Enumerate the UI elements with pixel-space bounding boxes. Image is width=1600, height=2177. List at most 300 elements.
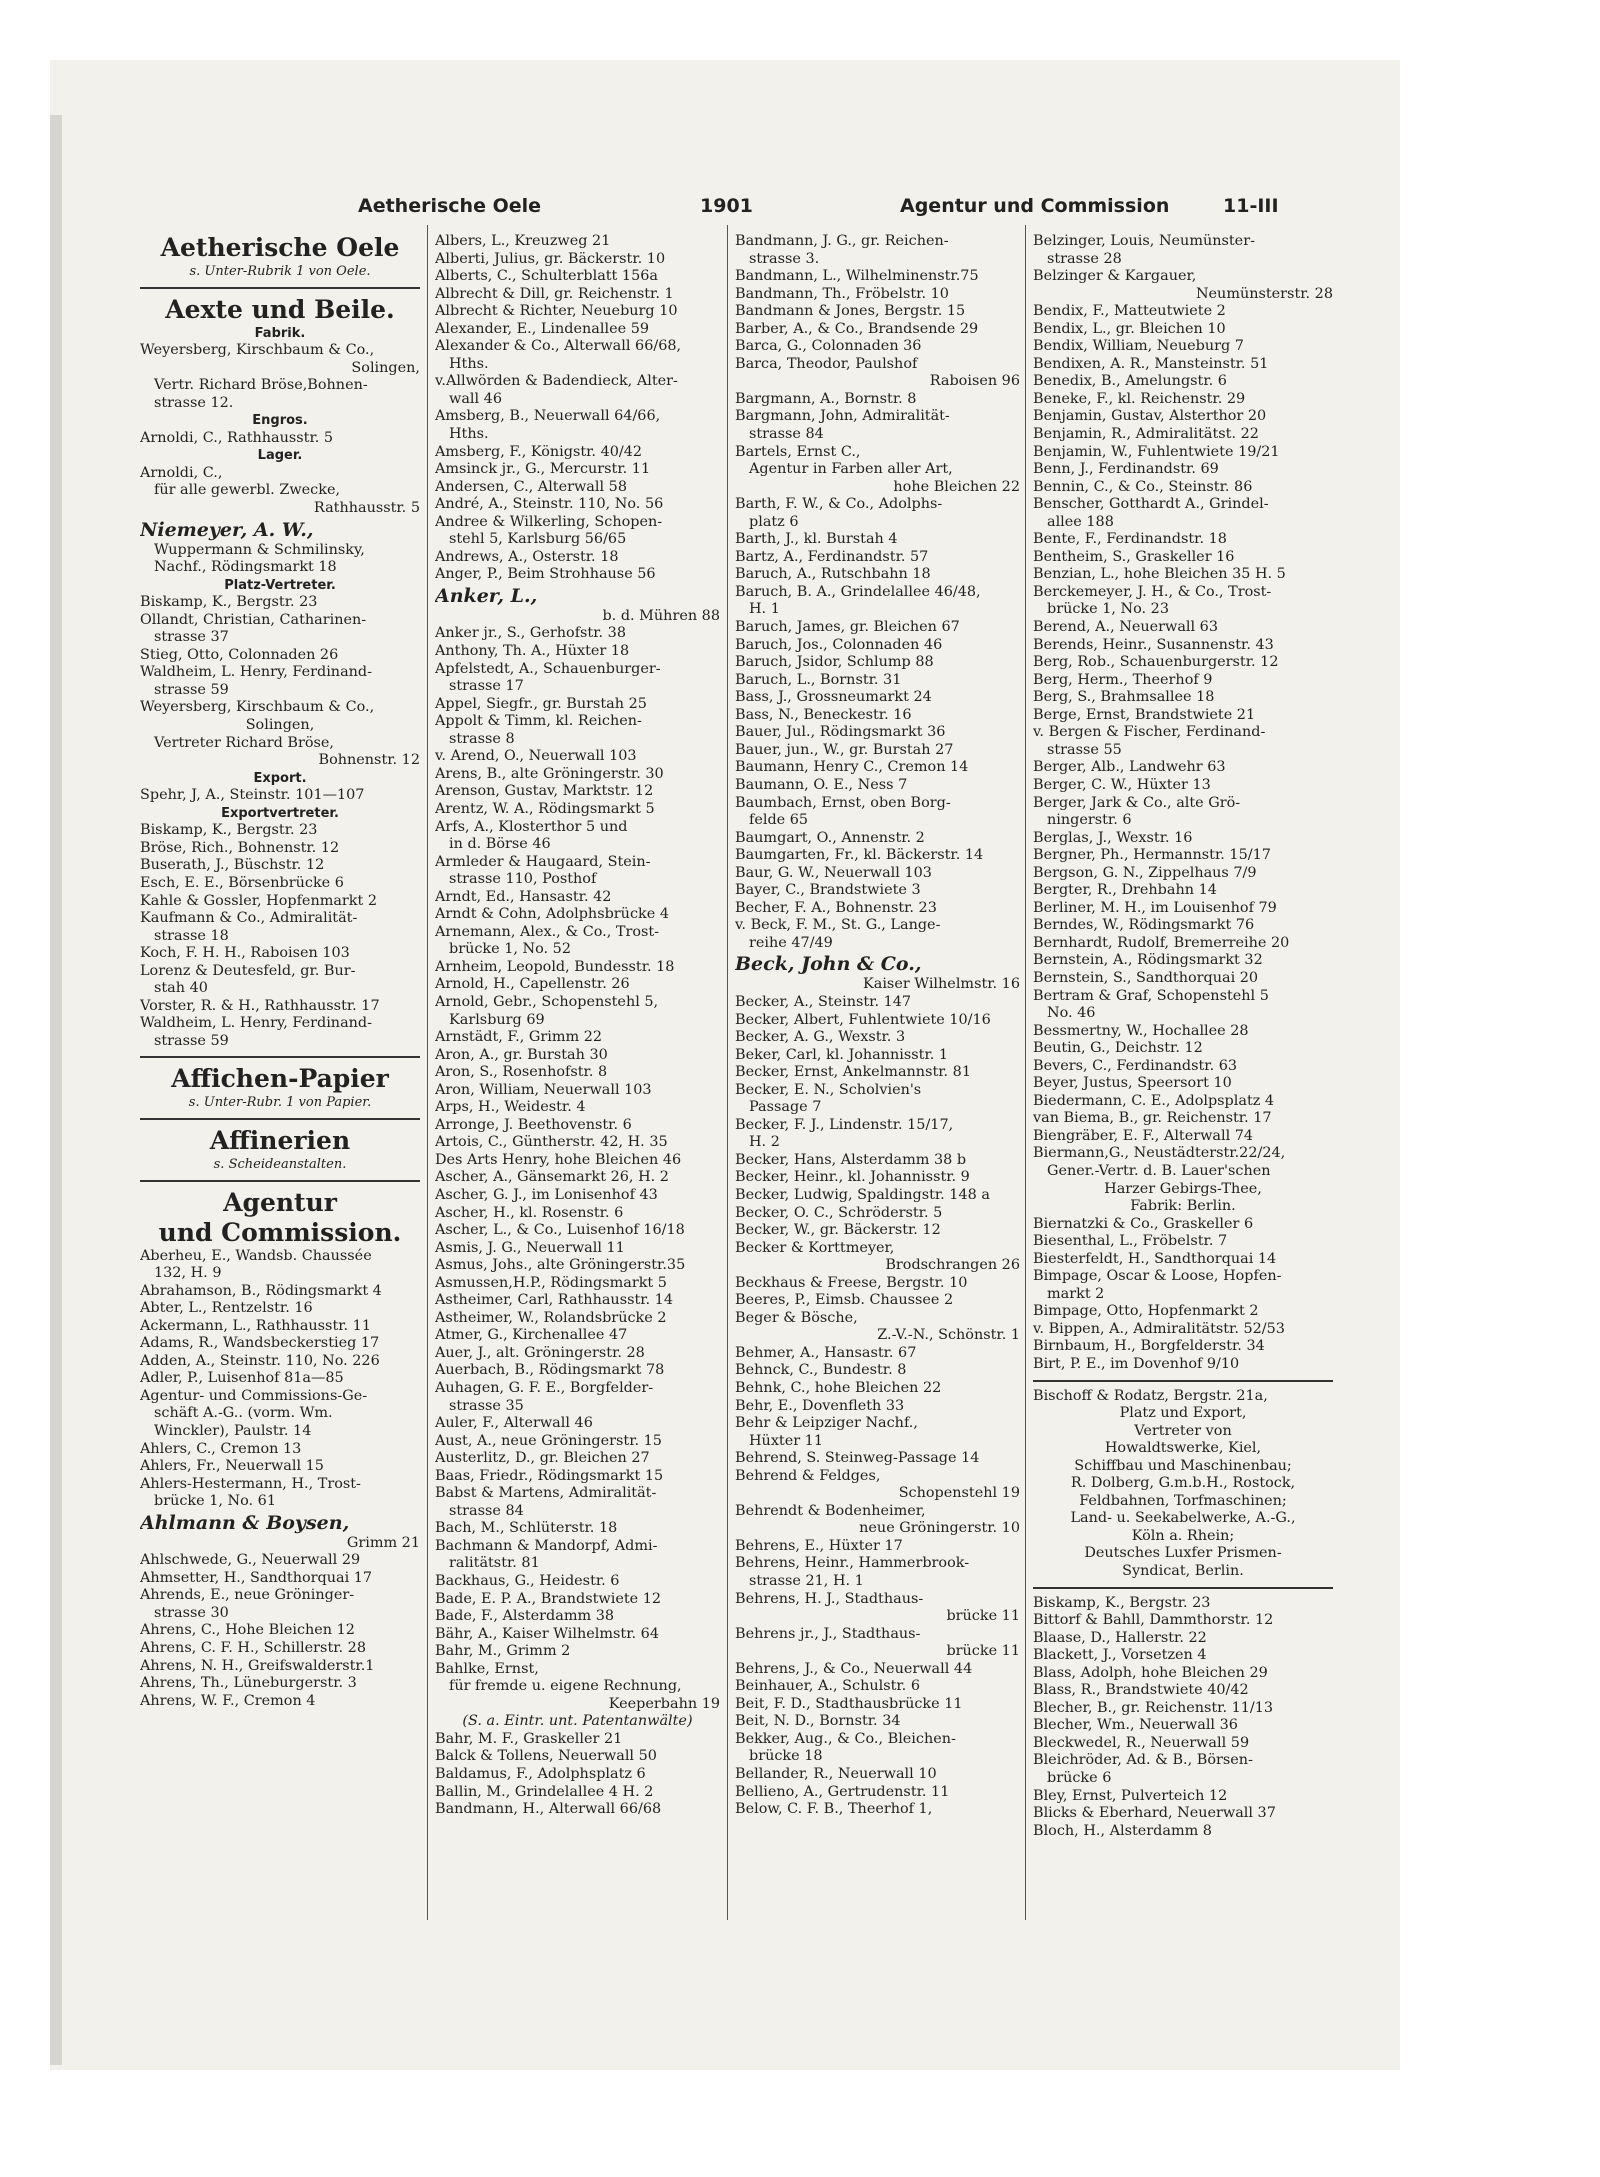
directory-entry: Artois, C., Güntherstr. 42, H. 35 [435, 1134, 668, 1151]
directory-entry: Aron, A., gr. Burstah 30 [435, 1046, 608, 1063]
entry-continuation: Land- u. Seekabelwerke, A.-G., [1070, 1510, 1296, 1527]
directory-entry: Arnold, Gebr., Schopenstehl 5, [435, 993, 659, 1010]
entry-continuation: Deutsches Luxfer Prismen- [1084, 1545, 1282, 1562]
entry-continuation: strasse 110, Posthof [449, 871, 597, 888]
directory-entry: Ascher, L., & Co., Luisenhof 16/18 [435, 1222, 685, 1239]
directory-entry: Berends, Heinr., Susannenstr. 43 [1033, 636, 1274, 653]
directory-entry: Bartz, A., Ferdinandstr. 57 [735, 548, 929, 565]
entry-continuation: strasse 28 [1047, 250, 1122, 267]
entry-continuation: H. 2 [749, 1134, 780, 1151]
directory-entry: Arndt & Cohn, Adolphsbrücke 4 [435, 906, 669, 923]
directory-entry: Birnbaum, H., Borgfelderstr. 34 [1033, 1338, 1265, 1355]
section-rule [140, 287, 420, 289]
directory-entry: Arfs, A., Klosterthor 5 und [435, 818, 628, 835]
directory-entry: Blackett, J., Vorsetzen 4 [1033, 1647, 1207, 1664]
directory-entry: Backhaus, G., Heidestr. 6 [435, 1573, 620, 1590]
entry-continuation: Wuppermann & Schmilinsky, [154, 541, 365, 558]
entry-continuation: Hths. [449, 426, 489, 443]
directory-entry: Becker, F. J., Lindenstr. 15/17, [735, 1116, 954, 1133]
directory-entry: Bley, Ernst, Pulverteich 12 [1033, 1787, 1228, 1804]
directory-entry: Baumgarten, Fr., kl. Bäckerstr. 14 [735, 847, 984, 864]
directory-entry: Babst & Martens, Admiralität- [435, 1485, 657, 1502]
directory-entry: Berglas, J., Wexstr. 16 [1033, 829, 1193, 846]
directory-entry: Becker, O. C., Schröderstr. 5 [735, 1204, 943, 1221]
entry-continuation: Karlsburg 69 [449, 1011, 545, 1028]
entry-continuation: markt 2 [1047, 1285, 1105, 1302]
directory-entry: Blicks & Eberhard, Neuerwall 37 [1033, 1805, 1276, 1822]
directory-entry: v.Allwörden & Badendieck, Alter- [435, 373, 678, 390]
directory-entry: Blecher, B., gr. Reichenstr. 11/13 [1033, 1699, 1274, 1716]
directory-entry: Bröse, Rich., Bohnenstr. 12 [140, 839, 340, 856]
directory-entry: Biesenthal, L., Fröbelstr. 7 [1033, 1233, 1228, 1250]
entry-continuation: Feldbahnen, Torfmaschinen; [1079, 1492, 1287, 1509]
directory-entry: Lorenz & Deutesfeld, gr. Bur- [140, 962, 356, 979]
directory-entry: Spehr, J, A., Steinstr. 101—107 [140, 787, 365, 804]
directory-entry: Auerbach, B., Rödingsmarkt 78 [435, 1362, 665, 1379]
directory-entry: Anthony, Th. A., Hüxter 18 [435, 643, 630, 660]
entry-continuation: Vertr. Richard Bröse,Bohnen- [154, 377, 368, 394]
entry-continuation: Brodschrangen 26 [885, 1257, 1020, 1274]
directory-entry: Bade, F., Alsterdamm 38 [435, 1608, 615, 1625]
cross-reference: (S. a. Eintr. unt. Patentanwälte) [462, 1713, 693, 1730]
entry-continuation: felde 65 [749, 812, 809, 829]
entry-continuation: Fabrik: Berlin. [1130, 1198, 1236, 1215]
directory-entry: Arronge, J. Beethovenstr. 6 [435, 1116, 632, 1133]
directory-entry: Bertram & Graf, Schopenstehl 5 [1033, 987, 1269, 1004]
entry-continuation: stah 40 [154, 980, 208, 997]
entry-continuation: Schiffbau und Maschinenbau; [1074, 1457, 1292, 1474]
directory-entry: Aberheu, E., Wandsb. Chaussée [140, 1247, 372, 1264]
directory-entry: Birt, P. E., im Dovenhof 9/10 [1033, 1356, 1240, 1372]
directory-entry: Behnck, C., Bundestr. 8 [735, 1362, 907, 1379]
directory-entry: Bandmann & Jones, Bergstr. 15 [735, 303, 966, 320]
directory-entry: Waldheim, L. Henry, Ferdinand- [140, 664, 372, 681]
directory-entry: Barca, G., Colonnaden 36 [735, 338, 922, 355]
entry-continuation: No. 46 [1047, 1005, 1096, 1022]
directory-entry: Bandmann, L., Wilhelminenstr.75 [735, 268, 979, 285]
directory-entry: Ahrends, E., neue Gröninger- [140, 1587, 355, 1604]
directory-entry: Blecher, Wm., Neuerwall 36 [1033, 1717, 1238, 1734]
directory-entry: Albrecht & Richter, Neueburg 10 [435, 303, 678, 320]
directory-entry: Benscher, Gotthardt A., Grindel- [1033, 496, 1269, 513]
directory-entry: Des Arts Henry, hohe Bleichen 46 [435, 1151, 682, 1168]
directory-entry: Behr, E., Dovenfleth 33 [735, 1397, 905, 1414]
directory-entry: Appel, Siegfr., gr. Burstah 25 [435, 695, 647, 712]
section-rule [140, 1180, 420, 1182]
directory-entry: Berliner, M. H., im Louisenhof 79 [1033, 899, 1277, 916]
directory-entry: Bass, J., Grossneumarkt 24 [735, 689, 932, 706]
directory-entry: Behr & Leipziger Nachf., [735, 1415, 918, 1432]
directory-entry: v. Arend, O., Neuerwall 103 [435, 748, 637, 765]
directory-entry: Auhagen, G. F. E., Borgfelder- [435, 1380, 654, 1396]
directory-entry: Adden, A., Steinstr. 110, No. 226 [140, 1352, 380, 1369]
entry-continuation: Howaldtswerke, Kiel, [1104, 1440, 1262, 1457]
directory-entry: Bevers, C., Ferdinandstr. 63 [1033, 1057, 1238, 1074]
section-heading: und Commission. [158, 1217, 402, 1247]
directory-entry: Bernstein, A., Rödingsmarkt 32 [1033, 952, 1263, 969]
directory-entry: Balck & Tollens, Neuerwall 50 [435, 1748, 657, 1765]
category-label: Engros. [252, 413, 308, 429]
directory-entry: Bellander, R., Neuerwall 10 [735, 1766, 937, 1783]
entry-continuation: strasse 37 [154, 629, 229, 646]
directory-entry: Bellieno, A., Gertrudenstr. 11 [735, 1783, 950, 1800]
directory-entry: Belzinger & Kargauer, [1033, 268, 1197, 285]
directory-entry: Bade, E. P. A., Brandstwiete 12 [435, 1590, 662, 1607]
directory-entry: Blass, R., Brandstwiete 40/42 [1033, 1682, 1249, 1699]
directory-entry: Abrahamson, B., Rödingsmarkt 4 [140, 1282, 382, 1299]
directory-entry: Berg, Herm., Theerhof 9 [1033, 671, 1213, 688]
directory-entry: Becker, A. G., Wexstr. 3 [735, 1029, 906, 1046]
directory-entry: Baumann, O. E., Ness 7 [735, 776, 908, 793]
directory-entry: Beckhaus & Freese, Bergstr. 10 [735, 1274, 968, 1291]
entry-continuation: Köln a. Rhein; [1131, 1527, 1235, 1544]
directory-entry: Behrendt & Bodenheimer, [735, 1502, 926, 1519]
directory-entry: André, A., Steinstr. 110, No. 56 [435, 496, 664, 513]
entry-continuation: strasse 12. [154, 394, 234, 411]
entry-continuation: schäft A.-G.. (vorm. Wm. [154, 1405, 333, 1422]
directory-entry: Weyersberg, Kirschbaum & Co., [140, 699, 375, 716]
directory-entry: Alberti, Julius, gr. Bäckerstr. 10 [435, 250, 666, 267]
entry-continuation: strasse 8 [449, 730, 515, 747]
directory-entry: Berg, Rob., Schauenburgerstr. 12 [1033, 654, 1279, 671]
directory-entry: Beker, Carl, kl. Johannisstr. 1 [735, 1046, 949, 1063]
directory-entry: Bandmann, Th., Fröbelstr. 10 [735, 285, 949, 302]
directory-entry: Bahr, M. F., Graskeller 21 [435, 1730, 623, 1747]
directory-entry: Bischoff & Rodatz, Bergstr. 21a, [1033, 1387, 1268, 1404]
directory-entry: Ahrens, C., Hohe Bleichen 12 [140, 1622, 355, 1639]
directory-entry: Beutin, G., Deichstr. 12 [1033, 1040, 1203, 1057]
directory-entry: Alexander & Co., Alterwall 66/68, [435, 338, 682, 355]
directory-entry: Bittorf & Bahll, Dammthorstr. 12 [1033, 1612, 1274, 1629]
entry-continuation: wall 46 [449, 390, 502, 407]
column-3 [735, 233, 1020, 1819]
book-spine [50, 115, 62, 2065]
directory-entry: Beit, N. D., Bornstr. 34 [735, 1713, 901, 1730]
directory-entry: Auler, F., Alterwall 46 [435, 1415, 593, 1432]
directory-entry: Berge, Ernst, Brandstwiete 21 [1033, 706, 1256, 723]
directory-entry: Vorster, R. & H., Rathhausstr. 17 [140, 997, 380, 1014]
header-year: 1901 [700, 195, 753, 217]
directory-entry: Bargmann, A., Bornstr. 8 [735, 390, 917, 407]
directory-entry: Beit, F. D., Stadthausbrücke 11 [735, 1695, 963, 1712]
directory-entry: Andrews, A., Osterstr. 18 [435, 548, 619, 565]
cross-reference: s. Scheideanstalten. [213, 1156, 347, 1172]
entry-continuation: Keeperbahn 19 [608, 1695, 720, 1712]
category-label: Export. [253, 770, 307, 786]
directory-entry: Waldheim, L. Henry, Ferdinand- [140, 1015, 372, 1032]
entry-continuation: strasse 84 [449, 1502, 524, 1519]
cross-reference: s. Unter-Rubrik 1 von Oele. [189, 264, 371, 279]
section-rule [140, 1118, 420, 1120]
directory-entry: Alberts, C., Schulterblatt 156a [435, 268, 658, 285]
directory-entry: Blaase, D., Hallerstr. 22 [1033, 1629, 1207, 1646]
directory-entry: Behrens, Heinr., Hammerbrook- [735, 1555, 970, 1572]
directory-entry: Bente, F., Ferdinandstr. 18 [1033, 531, 1227, 548]
directory-entry: Bimpage, Otto, Hopfenmarkt 2 [1033, 1303, 1259, 1320]
column-divider [1025, 225, 1026, 1920]
directory-entry: Bessmertny, W., Hochallee 28 [1033, 1022, 1249, 1039]
directory-entry: Ahrens, W. F., Cremon 4 [140, 1692, 316, 1709]
directory-entry: van Biema, B., gr. Reichenstr. 17 [1033, 1110, 1272, 1127]
directory-entry: Astheimer, W., Rolandsbrücke 2 [435, 1309, 667, 1326]
directory-entry: Asmus, Johs., alte Gröningerstr.35 [435, 1257, 686, 1274]
directory-entry: Arnoldi, C., [140, 464, 223, 481]
entry-continuation: brücke 1, No. 61 [154, 1493, 276, 1510]
directory-entry: Bass, N., Beneckestr. 16 [735, 706, 912, 723]
directory-entry: Arnheim, Leopold, Bundesstr. 18 [435, 958, 675, 975]
directory-entry: Ollandt, Christian, Catharinen- [140, 611, 367, 628]
directory-entry: Esch, E. E., Börsenbrücke 6 [140, 874, 344, 891]
directory-entry: Becker, Hans, Alsterdamm 38 b [735, 1151, 967, 1168]
directory-entry: Biskamp, K., Bergstr. 23 [140, 822, 318, 839]
directory-entry: Albers, L., Kreuzweg 21 [435, 233, 611, 249]
section-heading: Aexte und Beile. [165, 294, 395, 324]
directory-entry: Koch, F. H. H., Raboisen 103 [140, 945, 350, 962]
directory-entry: Becker, Ernst, Ankelmannstr. 81 [735, 1064, 971, 1081]
directory-entry: Barca, Theodor, Paulshof [735, 355, 918, 372]
directory-entry: Biermann,G., Neustädterstr.22/24, [1033, 1145, 1286, 1162]
directory-entry: Barth, F. W., & Co., Adolphs- [735, 496, 943, 513]
directory-entry: Stieg, Otto, Colonnaden 26 [140, 646, 339, 663]
directory-entry: Baruch, Jsidor, Schlump 88 [735, 654, 934, 671]
directory-entry: Bendixen, A. R., Mansteinstr. 51 [1033, 355, 1269, 372]
directory-entry: Bekker, Aug., & Co., Bleichen- [735, 1730, 956, 1747]
entry-continuation: Passage 7 [749, 1099, 822, 1116]
directory-entry: Buserath, J., Büschstr. 12 [140, 857, 325, 874]
directory-entry: Ahlschwede, G., Neuerwall 29 [140, 1552, 361, 1569]
directory-entry: Abter, L., Rentzelstr. 16 [140, 1300, 313, 1317]
section-heading: Agentur [223, 1187, 337, 1217]
directory-entry: Austerlitz, D., gr. Bleichen 27 [435, 1450, 650, 1467]
category-label: Platz-Vertreter. [224, 577, 336, 593]
section-rule [140, 1056, 420, 1058]
entry-continuation: allee 188 [1047, 513, 1114, 530]
entry-continuation: strasse 84 [749, 426, 824, 443]
section-rule [1033, 1587, 1333, 1589]
directory-entry: Anker jr., S., Gerhofstr. 38 [435, 625, 626, 642]
directory-entry: Berend, A., Neuerwall 63 [1033, 619, 1218, 636]
entry-continuation: brücke 6 [1047, 1770, 1112, 1787]
directory-entry: Below, C. F. B., Theerhof 1, [735, 1801, 933, 1818]
directory-entry: Alexander, E., Lindenallee 59 [435, 320, 650, 337]
directory-entry: Kahle & Gossler, Hopfenmarkt 2 [140, 892, 378, 909]
directory-entry: Ahlers-Hestermann, H., Trost- [140, 1475, 361, 1492]
column-1 [140, 233, 420, 1710]
entry-continuation: Kaiser Wilhelmstr. 16 [863, 976, 1020, 993]
directory-entry: Asmis, J. G., Neuerwall 11 [435, 1239, 625, 1256]
entry-continuation: strasse 30 [154, 1604, 229, 1621]
directory-entry: Behrens jr., J., Stadthaus- [735, 1625, 921, 1642]
directory-entry: Andree & Wilkerling, Schopen- [435, 513, 663, 530]
directory-entry: Arenson, Gustav, Marktstr. 12 [435, 783, 654, 800]
cross-reference: s. Unter-Rubr. 1 von Papier. [188, 1095, 372, 1111]
column-2 [435, 233, 720, 1819]
directory-entry: Bahr, M., Grimm 2 [435, 1643, 571, 1660]
directory-entry: Blass, Adolph, hohe Bleichen 29 [1033, 1664, 1268, 1681]
directory-entry: Ascher, G. J., im Lonisenhof 43 [435, 1186, 658, 1203]
entry-continuation: ralitätstr. 81 [449, 1555, 540, 1572]
directory-entry: Astheimer, Carl, Rathhausstr. 14 [435, 1292, 673, 1309]
entry-continuation: Syndicat, Berlin. [1122, 1563, 1244, 1580]
directory-entry: Ahrens, C. F. H., Schillerstr. 28 [140, 1640, 366, 1656]
header-left: Aetherische Oele [358, 195, 542, 217]
directory-entry: Benn, J., Ferdinandstr. 69 [1033, 461, 1219, 478]
directory-entry: Bloch, H., Alsterdamm 8 [1033, 1822, 1212, 1839]
directory-entry: Ascher, A., Gänsemarkt 26, H. 2 [435, 1169, 669, 1186]
directory-entry: Baruch, Jos., Colonnaden 46 [735, 636, 943, 653]
running-header [140, 195, 1340, 221]
directory-entry: Barth, J., kl. Burstah 4 [735, 531, 898, 548]
directory-entry: Behnk, C., hohe Bleichen 22 [735, 1380, 942, 1396]
directory-entry: Auer, J., alt. Gröningerstr. 28 [435, 1344, 645, 1361]
directory-entry: Behrend, S. Steinweg-Passage 14 [735, 1450, 980, 1467]
directory-entry: Appolt & Timm, kl. Reichen- [435, 713, 642, 730]
entry-continuation: strasse 55 [1047, 741, 1122, 758]
directory-entry: Benzian, L., hohe Bleichen 35 H. 5 [1033, 566, 1286, 583]
entry-continuation: R. Dolberg, G.m.b.H., Rostock, [1070, 1475, 1296, 1492]
directory-entry: Adams, R., Wandsbeckerstieg 17 [140, 1335, 380, 1352]
entry-continuation: in d. Börse 46 [449, 836, 551, 853]
directory-entry: Beeres, P., Eimsb. Chaussee 2 [735, 1292, 954, 1309]
directory-entry: Bleichröder, Ad. & B., Börsen- [1033, 1752, 1253, 1769]
directory-entry: Baas, Friedr., Rödingsmarkt 15 [435, 1467, 664, 1484]
featured-entry: Anker, L., [435, 584, 538, 607]
directory-entry: Bleckwedel, R., Neuerwall 59 [1033, 1734, 1250, 1751]
entry-continuation: b. d. Mühren 88 [602, 607, 720, 624]
directory-entry: Becker, Albert, Fuhlentwiete 10/16 [735, 1011, 991, 1028]
directory-entry: Bauer, jun., W., gr. Burstah 27 [735, 741, 954, 758]
directory-entry: Andersen, C., Alterwall 58 [435, 478, 627, 495]
directory-entry: Behmer, A., Hansastr. 67 [735, 1344, 917, 1361]
directory-entry: v. Bippen, A., Admiralitätstr. 52/53 [1033, 1320, 1285, 1337]
directory-entry: Bergter, R., Drehbahn 14 [1033, 882, 1217, 899]
directory-entry: Becker & Korttmeyer, [735, 1239, 895, 1256]
column-divider [427, 225, 428, 1920]
directory-entry: Ahlers, C., Cremon 13 [140, 1440, 302, 1457]
entry-continuation: neue Gröningerstr. 10 [859, 1520, 1020, 1537]
entry-continuation: hohe Bleichen 22 [893, 478, 1020, 495]
section-heading: Aetherische Oele [160, 233, 400, 262]
header-page-number: 11-III [1223, 195, 1279, 217]
directory-entry: Bayer, C., Brandstwiete 3 [735, 882, 921, 899]
directory-entry: Atmer, G., Kirchenallee 47 [435, 1327, 628, 1344]
entry-continuation: für fremde u. eigene Rechnung, [449, 1678, 682, 1695]
directory-entry: Armleder & Haugaard, Stein- [435, 853, 651, 870]
entry-continuation: Nachf., Rödingsmarkt 18 [154, 559, 337, 576]
entry-continuation: reihe 47/49 [749, 934, 833, 951]
featured-entry: Niemeyer, A. W., [140, 518, 314, 541]
section-rule [1033, 1380, 1333, 1382]
directory-entry: Beneke, F., kl. Reichenstr. 29 [1033, 390, 1246, 407]
column-4 [1033, 233, 1333, 1840]
category-label: Lager. [257, 448, 303, 464]
directory-entry: Beger & Bösche, [735, 1309, 858, 1326]
directory-entry: Bendix, William, Neueburg 7 [1033, 338, 1244, 355]
entry-continuation: Agentur in Farben aller Art, [749, 461, 953, 478]
directory-entry: Baldamus, F., Adolphsplatz 6 [435, 1766, 646, 1783]
directory-entry: Aust, A., neue Gröningerstr. 15 [435, 1432, 662, 1449]
directory-entry: Ahrens, Th., Lüneburgerstr. 3 [140, 1675, 357, 1692]
directory-entry: Bargmann, John, Admiralität- [735, 408, 950, 425]
directory-entry: Bachmann & Mandorpf, Admi- [435, 1537, 658, 1554]
directory-entry: Bähr, A., Kaiser Wilhelmstr. 64 [435, 1625, 659, 1642]
directory-entry: Becker, W., gr. Bäckerstr. 12 [735, 1222, 941, 1239]
directory-entry: Arndt, Ed., Hansastr. 42 [435, 888, 612, 905]
directory-entry: Ahlers, Fr., Neuerwall 15 [140, 1458, 324, 1475]
entry-continuation: Hths. [449, 355, 489, 372]
directory-entry: Benjamin, W., Fuhlentwiete 19/21 [1033, 443, 1280, 460]
entry-continuation: brücke 11 [946, 1643, 1020, 1660]
entry-continuation: strasse 59 [154, 681, 229, 698]
directory-entry: Becker, A., Steinstr. 147 [735, 993, 912, 1010]
directory-entry: Kaufmann & Co., Admiralität- [140, 910, 358, 927]
entry-continuation: Bohnenstr. 12 [318, 752, 420, 769]
directory-entry: Biengräber, E. F., Alterwall 74 [1033, 1127, 1254, 1144]
directory-entry: Bernstein, S., Sandthorquai 20 [1033, 969, 1259, 986]
directory-entry: v. Bergen & Fischer, Ferdinand- [1033, 724, 1266, 741]
entry-continuation: H. 1 [749, 601, 780, 618]
directory-entry: Baruch, A., Rutschbahn 18 [735, 566, 931, 583]
directory-entry: Biesterfeldt, H., Sandthorquai 14 [1033, 1250, 1277, 1267]
directory-entry: Benjamin, Gustav, Alsterthor 20 [1033, 408, 1267, 425]
directory-entry: Becker, Ludwig, Spaldingstr. 148 a [735, 1186, 990, 1203]
directory-entry: Bendix, L., gr. Bleichen 10 [1033, 320, 1226, 337]
directory-entry: Berg, S., Brahmsallee 18 [1033, 689, 1215, 706]
directory-entry: Baumann, Henry C., Cremon 14 [735, 759, 969, 776]
directory-entry: Arnemann, Alex., & Co., Trost- [435, 923, 660, 940]
directory-entry: Amsberg, F., Königstr. 40/42 [435, 443, 643, 460]
directory-entry: Behrens, J., & Co., Neuerwall 44 [735, 1660, 973, 1677]
directory-entry: Belzinger, Louis, Neumünster- [1033, 233, 1255, 249]
directory-entry: Becher, F. A., Bohnenstr. 23 [735, 899, 937, 916]
directory-entry: Baruch, James, gr. Bleichen 67 [735, 619, 960, 636]
directory-entry: Behrens, H. J., Stadthaus- [735, 1590, 924, 1607]
directory-entry: Albrecht & Dill, gr. Reichenstr. 1 [435, 285, 674, 302]
directory-entry: Beinhauer, A., Schulstr. 6 [735, 1678, 920, 1695]
directory-entry: Bergson, G. N., Zippelhaus 7/9 [1033, 864, 1257, 881]
directory-entry: Bahlke, Ernst, [435, 1660, 539, 1677]
entry-continuation: Neumünsterstr. 28 [1195, 285, 1333, 302]
directory-entry: Behrend & Feldges, [735, 1467, 881, 1484]
featured-entry: Ahlmann & Boysen, [140, 1511, 350, 1534]
category-label: Fabrik. [254, 325, 306, 341]
directory-entry: Ascher, H., kl. Rosenstr. 6 [435, 1204, 624, 1221]
directory-entry: Benedix, B., Amelungstr. 6 [1033, 373, 1227, 390]
entry-continuation: für alle gewerbl. Zwecke, [154, 482, 341, 499]
entry-continuation: Raboisen 96 [929, 373, 1020, 390]
directory-entry: Berndes, W., Rödingsmarkt 76 [1033, 917, 1255, 934]
directory-entry: Bandmann, J. G., gr. Reichen- [735, 233, 949, 249]
directory-entry: Baruch, B. A., Grindelallee 46/48, [735, 583, 981, 600]
directory-entry: Bandmann, H., Alterwall 66/68 [435, 1801, 662, 1818]
directory-entry: Apfelstedt, A., Schauenburger- [435, 660, 661, 677]
entry-continuation: Vertreter von [1134, 1422, 1232, 1439]
entry-continuation: Grimm 21 [346, 1534, 420, 1551]
directory-entry: Aron, William, Neuerwall 103 [435, 1081, 652, 1098]
directory-entry: Bergner, Ph., Hermannstr. 15/17 [1033, 847, 1271, 864]
entry-continuation: brücke 1, No. 52 [449, 941, 571, 958]
entry-continuation: Winckler), Paulstr. 14 [154, 1422, 312, 1439]
directory-entry: Berckemeyer, J. H., & Co., Trost- [1033, 583, 1272, 600]
directory-entry: Weyersberg, Kirschbaum & Co., [140, 342, 375, 359]
directory-entry: Benjamin, R., Admiralitätst. 22 [1033, 426, 1259, 443]
featured-entry: Beck, John & Co., [735, 953, 922, 976]
entry-continuation: brücke 18 [749, 1748, 823, 1765]
entry-continuation: Gener.-Vertr. d. B. Lauer'schen [1047, 1162, 1271, 1179]
entry-continuation: ningerstr. 6 [1047, 812, 1132, 829]
directory-entry: Becker, Heinr., kl. Johannisstr. 9 [735, 1169, 970, 1186]
directory-entry: Bennin, C., & Co., Steinstr. 86 [1033, 478, 1253, 495]
